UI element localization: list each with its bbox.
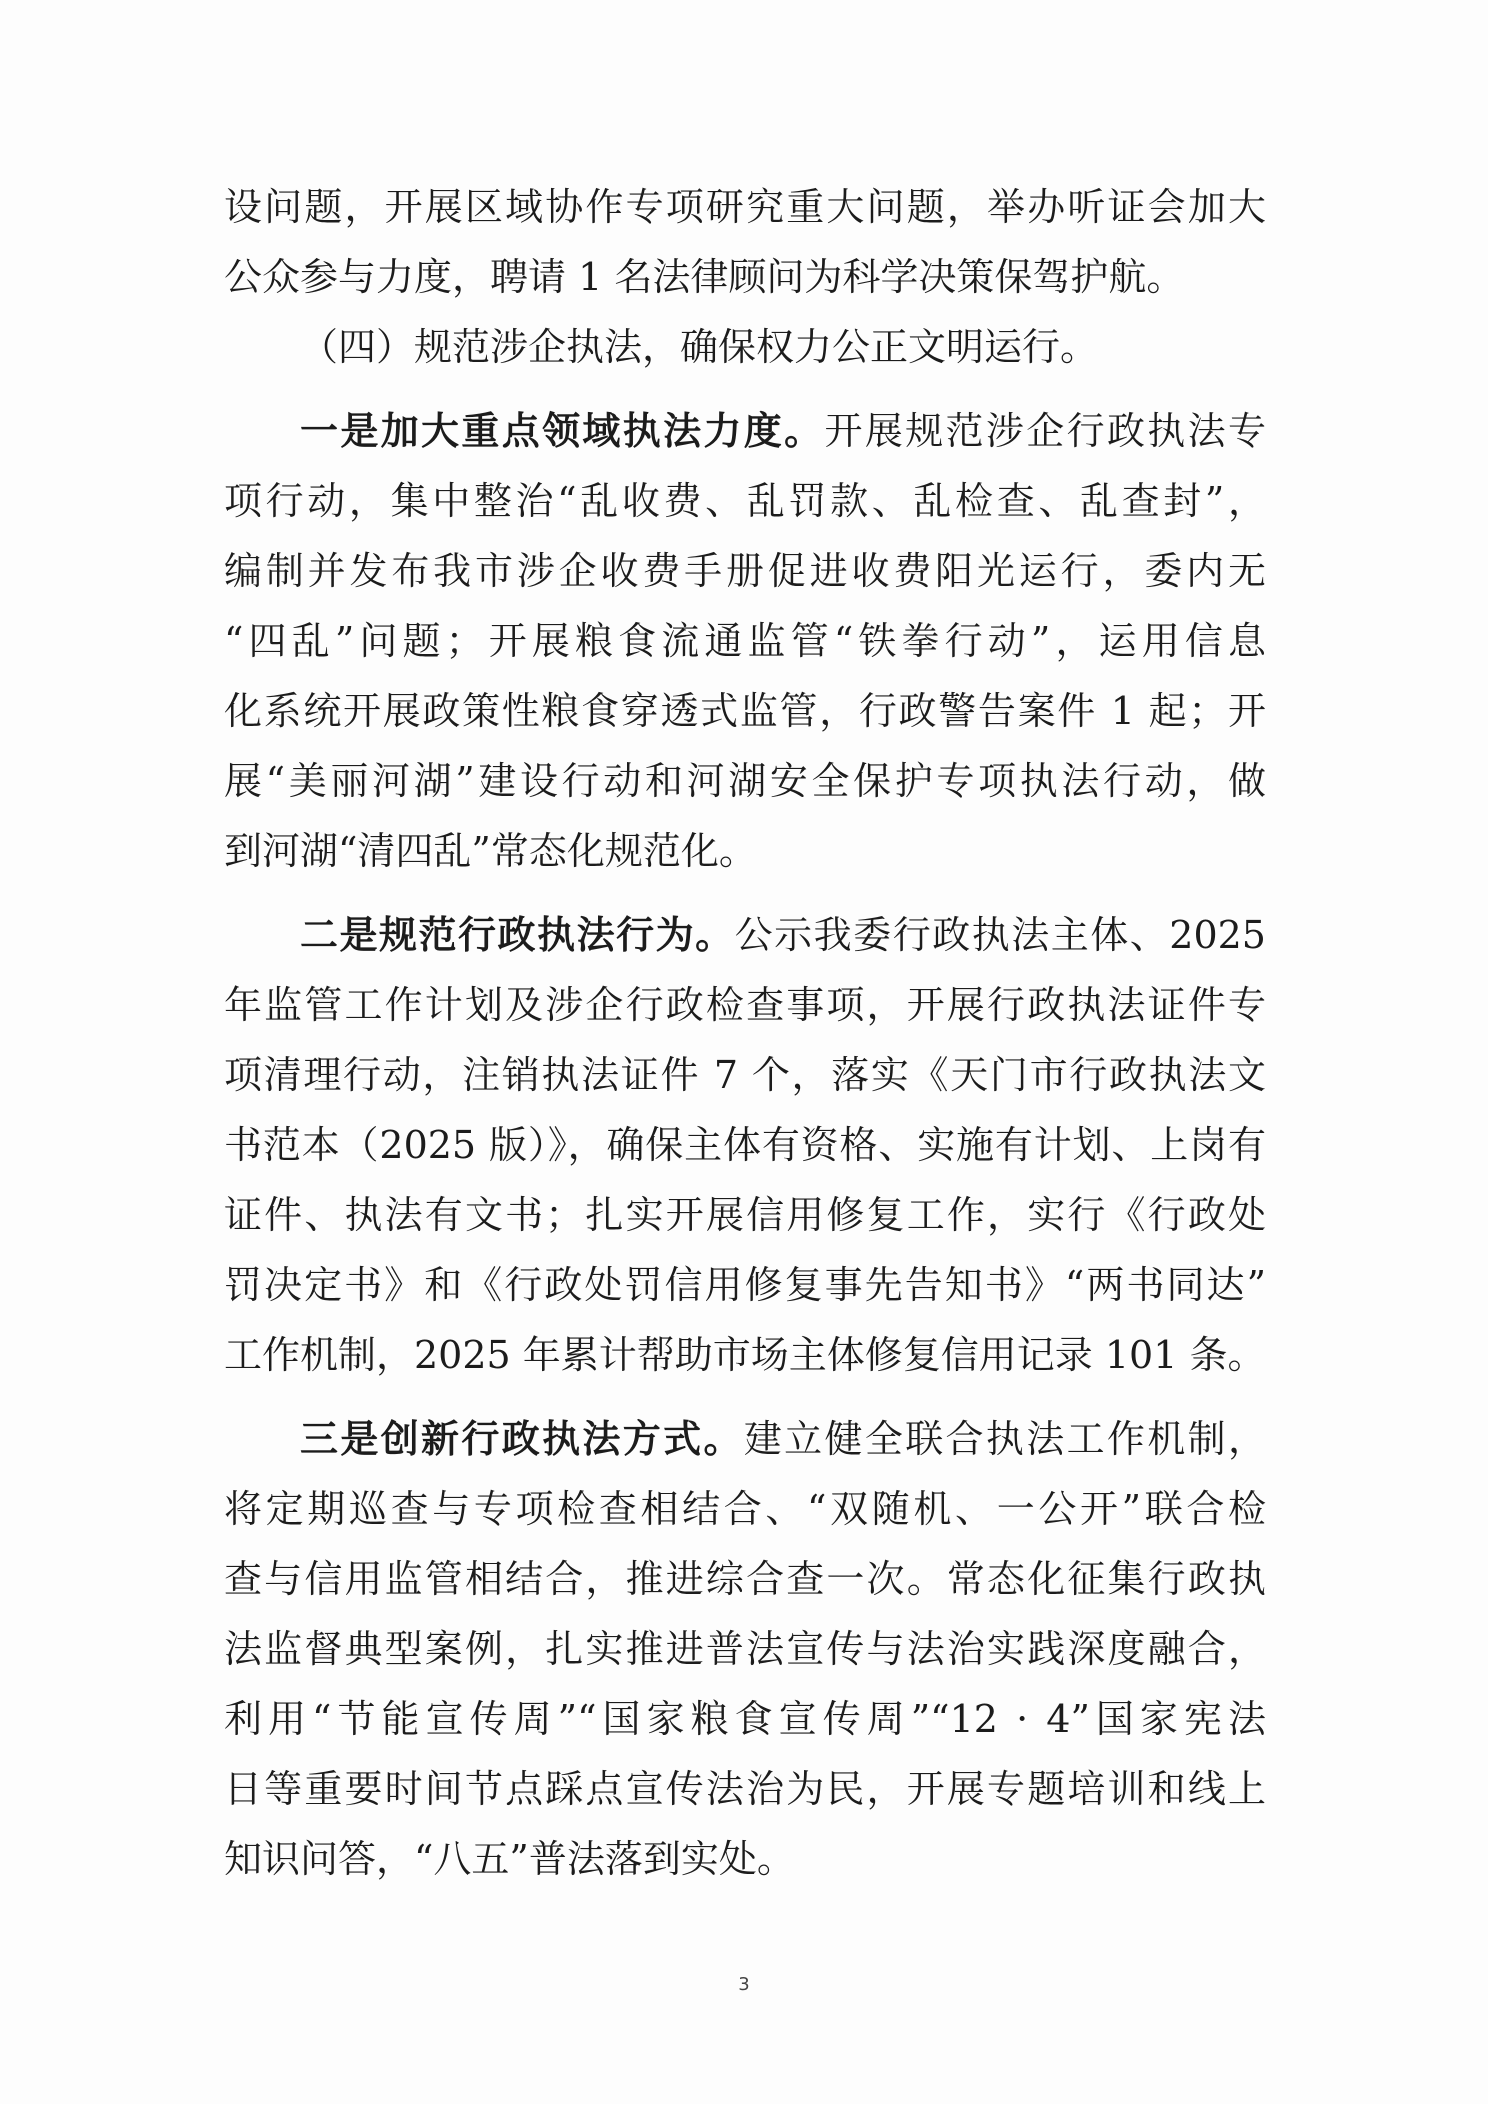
paragraph-lead: 三是创新行政执法方式。 <box>300 1416 744 1461</box>
text-line: 将定期巡查与专项检查相结合、“双随机、一公开”联合检 <box>224 1487 1266 1531</box>
text-line: 三是创新行政执法方式。建立健全联合执法工作机制， <box>300 1416 1266 1461</box>
text-line: 项行动，集中整治“乱收费、乱罚款、乱检查、乱查封”， <box>224 479 1266 523</box>
text-line: 到河湖“清四乱”常态化规范化。 <box>224 829 757 873</box>
text-line: 知识问答，“八五”普法落到实处。 <box>224 1837 795 1881</box>
section-heading: （四）规范涉企执法，确保权力公正文明运行。 <box>300 325 1099 369</box>
paragraph-lead: 一是加大重点领域执法力度。 <box>300 408 825 453</box>
text-line: 一是加大重点领域执法力度。开展规范涉企行政执法专 <box>300 408 1266 453</box>
intro-paragraph <box>224 172 1266 312</box>
document-body <box>224 172 1266 1894</box>
text-line: 利用“节能宣传周”“国家粮食宣传周”“12 · 4”国家宪法 <box>224 1697 1266 1741</box>
text-line: 罚决定书》和《行政处罚信用修复事先告知书》“两书同达” <box>224 1263 1266 1307</box>
text-line: 展“美丽河湖”建设行动和河湖安全保护专项执法行动，做 <box>224 759 1266 803</box>
text-line: 公众参与力度，聘请 1 名法律顾问为科学决策保驾护航。 <box>224 255 1185 299</box>
text-line: 日等重要时间节点踩点宣传法治为民，开展专题培训和线上 <box>224 1767 1266 1811</box>
text-line: 化系统开展政策性粮食穿透式监管，行政警告案件 1 起；开 <box>224 689 1266 733</box>
text-line: 工作机制，2025 年累计帮助市场主体修复信用记录 101 条。 <box>224 1333 1266 1377</box>
paragraph-point-1 <box>224 396 1266 886</box>
text-line: 年监管工作计划及涉企行政检查事项，开展行政执法证件专 <box>224 983 1266 1027</box>
page-number: 3 <box>738 1974 750 1995</box>
text-line: 查与信用监管相结合，推进综合查一次。常态化征集行政执 <box>224 1557 1266 1601</box>
text-line: 项清理行动，注销执法证件 7 个，落实《天门市行政执法文 <box>224 1053 1266 1097</box>
paragraph-lead: 二是规范行政执法行为。 <box>300 912 735 957</box>
paragraph-point-3 <box>224 1404 1266 1894</box>
text-line: 编制并发布我市涉企收费手册促进收费阳光运行，委内无 <box>224 549 1266 593</box>
text-line: 法监督典型案例，扎实推进普法宣传与法治实践深度融合， <box>224 1627 1266 1671</box>
text-line: “四乱”问题；开展粮食流通监管“铁拳行动”，运用信息 <box>224 619 1266 663</box>
text-line: 二是规范行政执法行为。公示我委行政执法主体、2025 <box>300 912 1266 957</box>
text-line: 设问题，开展区域协作专项研究重大问题，举办听证会加大 <box>224 185 1266 229</box>
text-line: 书范本（2025 版）》，确保主体有资格、实施有计划、上岗有 <box>224 1123 1266 1167</box>
paragraph-point-2 <box>224 900 1266 1390</box>
text-line: 证件、执法有文书；扎实开展信用修复工作，实行《行政处 <box>224 1193 1266 1237</box>
section-heading-4 <box>224 312 1266 382</box>
